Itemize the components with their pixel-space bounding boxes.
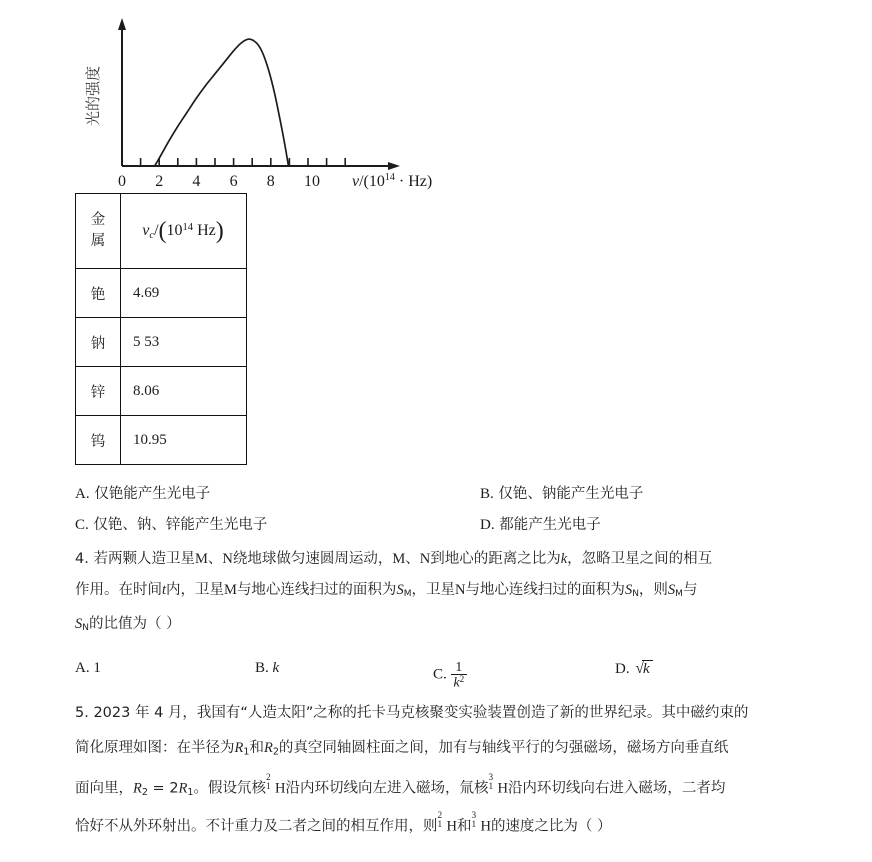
table-cell-metal: 钨 xyxy=(76,416,121,465)
chart-y-axis-label xyxy=(84,66,102,126)
option-tag: A. xyxy=(75,660,90,676)
svg-text:8: 8 xyxy=(266,173,275,190)
question4-option-b[interactable] xyxy=(255,660,279,677)
area-s: S xyxy=(667,582,676,598)
q4-text: 绕地球做匀速圆周运动， xyxy=(232,551,393,567)
q5-text: 简化原理如图：在半径为 xyxy=(75,740,235,756)
isotope-deuterium xyxy=(437,811,447,831)
q4-text: ，忽略卫星之间的相互 xyxy=(567,551,713,567)
satellite-n: N xyxy=(222,551,233,567)
denominator-exponent: 2 xyxy=(459,674,465,685)
option-text: 都能产生光电子 xyxy=(499,517,601,533)
q5-text: 的真空同轴圆柱面之间，加有与轴线平行的匀强磁场，磁场方向垂直纸 xyxy=(278,740,729,756)
q4-text: 、 xyxy=(207,551,223,567)
light-intensity-spectrum-chart xyxy=(70,8,470,190)
atomic-number: 1 xyxy=(266,781,271,792)
question4-stem-line-2 xyxy=(75,582,820,600)
question4-option-d[interactable] xyxy=(615,660,653,678)
element-symbol-h: H xyxy=(274,780,286,797)
chart-x-axis-unit-label xyxy=(352,172,432,190)
question4-stem-line-3 xyxy=(75,616,820,634)
equals-two: = 2 xyxy=(147,780,179,797)
option-tag: B. xyxy=(255,660,269,676)
element-symbol-h: H xyxy=(446,818,457,835)
table-cell-value: 5 53 xyxy=(121,318,247,367)
table-header-threshold-frequency xyxy=(121,194,247,269)
radius-r2: R xyxy=(133,780,142,797)
q4-text: 的比值为（ ） xyxy=(88,616,181,632)
radius-r1: R xyxy=(234,740,244,756)
fraction-denominator xyxy=(451,674,468,690)
satellite-m: M xyxy=(224,582,237,598)
table-header-metal xyxy=(76,194,121,269)
chart-x-axis xyxy=(122,158,400,170)
radius-r1-subscript: 1 xyxy=(243,746,250,758)
question3-option-a[interactable] xyxy=(75,482,210,503)
chart-y-axis xyxy=(118,18,126,166)
option-tag: D. xyxy=(480,517,495,533)
ratio-k: k xyxy=(560,551,568,567)
option-tag: D. xyxy=(615,661,630,677)
q5-text: 沿内环切线向左进入磁场，氚核 xyxy=(285,780,489,797)
option-text: 仅铯能产生光电子 xyxy=(94,486,211,502)
radical-icon: √ xyxy=(635,660,644,677)
mass-number: 2 xyxy=(437,811,443,822)
option-text: 仅铯、钠能产生光电子 xyxy=(498,486,644,502)
q4-text: 、 xyxy=(405,551,420,567)
unit-base: 10 xyxy=(166,221,183,239)
question3-option-b[interactable] xyxy=(480,482,643,503)
svg-text:0: 0 xyxy=(118,173,126,190)
open-paren: ( xyxy=(158,217,167,244)
q4-text: 作用。在时间 xyxy=(75,582,162,598)
svg-text:光的强度: 光的强度 xyxy=(84,65,102,126)
option-text: 仅铯、钠、锌能产生光电子 xyxy=(93,517,268,533)
question4-stem-line-1 xyxy=(75,551,820,568)
svg-text:2: 2 xyxy=(155,173,164,190)
radius-r2-subscript: 2 xyxy=(141,787,148,799)
table-row xyxy=(76,269,247,318)
fraction-numerator: 1 xyxy=(455,659,463,674)
q4-text: 到地心的距离之比为 xyxy=(430,551,561,567)
table-row xyxy=(76,318,247,367)
atomic-number: 1 xyxy=(488,781,494,792)
unit-hz: Hz xyxy=(197,221,216,239)
question5-stem-line-1 xyxy=(75,705,820,722)
table-header-metal-label: 金 属 xyxy=(90,211,106,249)
table-row xyxy=(76,416,247,465)
radius-r1-subscript: 1 xyxy=(187,787,194,799)
area-s: S xyxy=(624,582,633,598)
element-symbol-h: H xyxy=(480,818,491,835)
work-function-table xyxy=(75,193,247,465)
table-cell-metal: 钠 xyxy=(76,318,121,367)
area-s: S xyxy=(75,616,83,632)
table-cell-value: 10.95 xyxy=(121,416,247,465)
q4-text: 内，卫星 xyxy=(166,582,225,598)
q5-text: 的速度之比为（ ） xyxy=(490,818,612,835)
q5-text: 沿内环切线向右进入磁场，二者均 xyxy=(507,780,726,797)
nu-subscript-c: c xyxy=(149,229,155,241)
q4-text: 与地心连线扫过的面积为 xyxy=(236,582,397,598)
mass-number: 2 xyxy=(266,773,271,784)
mass-number: 3 xyxy=(488,773,494,784)
svg-text:4: 4 xyxy=(192,173,201,190)
question3-option-d[interactable] xyxy=(480,513,601,534)
isotope-tritium xyxy=(488,773,497,793)
chart-x-tick-labels xyxy=(118,173,320,190)
question4-option-c[interactable] xyxy=(433,660,467,690)
satellite-n: N xyxy=(454,582,466,598)
question5-stem-line-2 xyxy=(75,740,820,758)
area-s-subscript-n: N xyxy=(632,589,639,600)
q5-text: 5. 2023 年 4 月，我国有“人造太阳”之称的托卡马克核聚变实验装置创造了新的世界纪录。其中磁约束的 xyxy=(75,705,749,721)
area-s-subscript-m: M xyxy=(403,589,412,600)
q4-text: ，卫星 xyxy=(411,582,455,598)
svg-text:ν/(1014 · Hz): $\nu/(10^{14} \cdot Hz)$ xyxy=(352,172,433,190)
atomic-number: 1 xyxy=(437,819,443,830)
element-symbol-h: H xyxy=(497,780,508,797)
radius-r2: R xyxy=(263,740,273,756)
table-header-row xyxy=(76,194,247,269)
photoelectric-figure xyxy=(0,0,872,190)
satellite-m: M xyxy=(392,551,406,567)
svg-text:10: 10 xyxy=(304,173,320,190)
table-cell-metal: 锌 xyxy=(76,367,121,416)
radius-r2-subscript: 2 xyxy=(272,746,279,758)
q4-text: 4. 若两颗人造卫星 xyxy=(75,551,195,567)
chart-spectrum-curve xyxy=(155,39,289,166)
satellite-n: N xyxy=(419,551,431,567)
question5-stem-line-3 xyxy=(75,773,820,799)
option-tag: A. xyxy=(75,486,90,502)
q5-text: 恰好不从外环射出。不计重力及二者之间的相互作用，则 xyxy=(75,818,438,835)
question4-option-a[interactable] xyxy=(75,660,101,677)
close-paren: ) xyxy=(215,217,224,244)
mass-number: 3 xyxy=(471,811,477,822)
option-tag: C. xyxy=(75,517,89,533)
question5-stem-line-4 xyxy=(75,811,820,836)
q4-text: 与地心连线扫过的面积为 xyxy=(465,582,625,598)
svg-text:6: 6 xyxy=(229,173,238,190)
option-tag: B. xyxy=(480,486,494,502)
area-s-subscript-m: M xyxy=(675,589,683,600)
q5-text: 和 xyxy=(249,740,264,756)
atomic-number: 1 xyxy=(471,819,477,830)
q5-text: 。假设氘核 xyxy=(193,780,266,797)
option-value: k xyxy=(272,660,280,676)
table-cell-value: 8.06 xyxy=(121,367,247,416)
radicand: k xyxy=(642,660,653,677)
question3-option-c[interactable] xyxy=(75,513,267,534)
q4-text: 与 xyxy=(682,582,698,598)
table-cell-metal: 铯 xyxy=(76,269,121,318)
q4-text: ，则 xyxy=(638,582,668,598)
option-value: 1 xyxy=(93,660,101,676)
isotope-deuterium xyxy=(266,773,275,793)
isotope-tritium xyxy=(471,811,480,831)
satellite-m: M xyxy=(194,551,208,567)
area-s: S xyxy=(396,582,404,598)
unit-exponent: 14 xyxy=(182,221,194,233)
q5-text: 和 xyxy=(456,818,472,835)
q5-text: 面向里， xyxy=(75,780,133,797)
nu-symbol: ν xyxy=(142,221,150,239)
fraction-one-over-k-squared xyxy=(451,660,468,690)
area-s-subscript-n: N xyxy=(82,623,89,634)
radius-r1: R xyxy=(178,780,188,797)
time-t: t xyxy=(162,582,167,598)
square-root-of-k xyxy=(633,660,652,678)
table-row xyxy=(76,367,247,416)
denominator-base: k xyxy=(453,674,460,690)
table-cell-value: 4.69 xyxy=(121,269,247,318)
option-tag: C. xyxy=(433,666,447,683)
unit-slash: / xyxy=(154,221,159,239)
